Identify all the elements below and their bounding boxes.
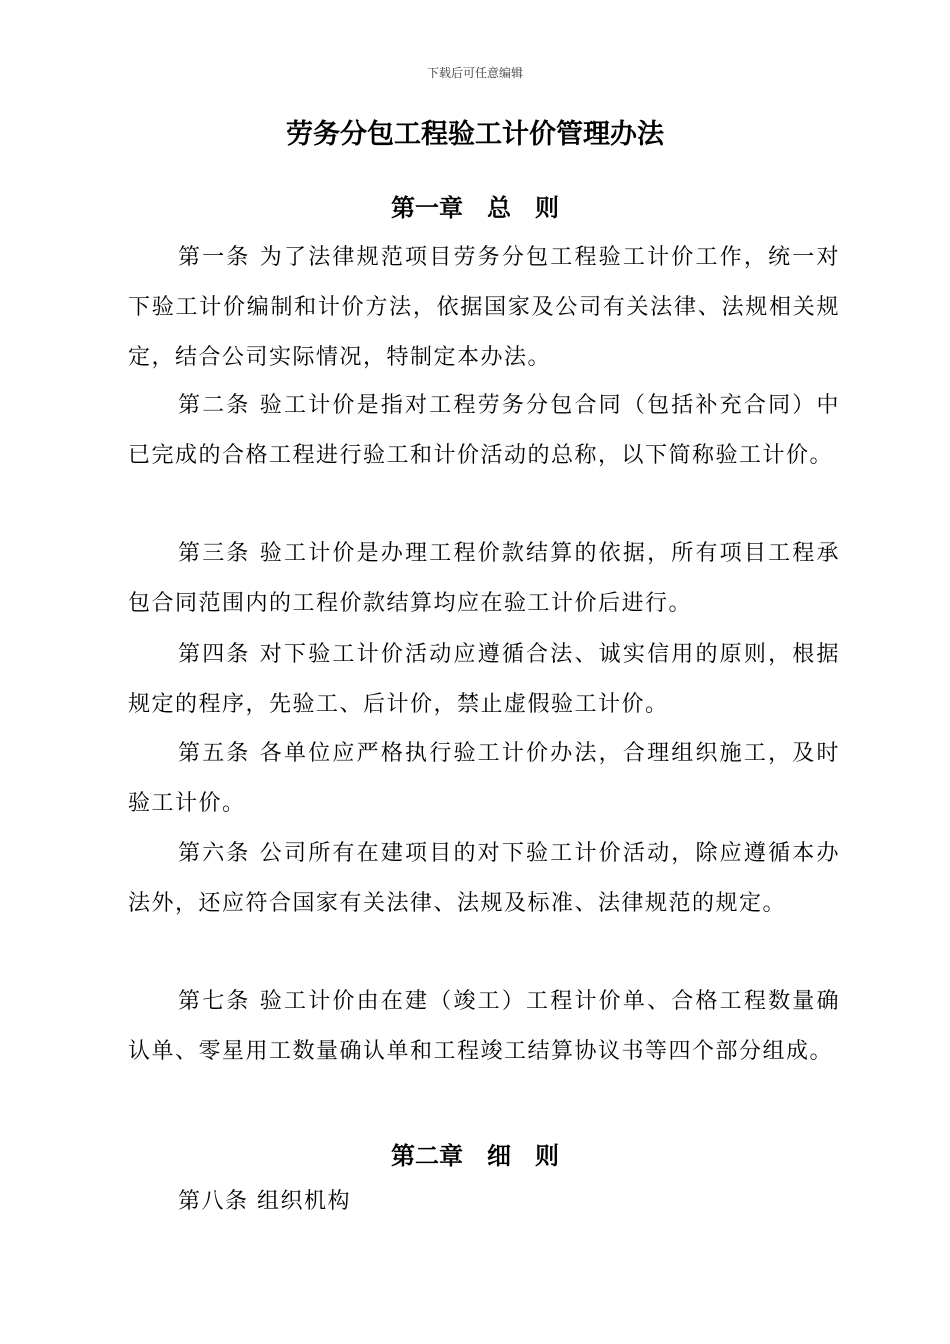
article-paragraph: 第二条 验工计价是指对工程劳务分包合同（包括补充合同）中已完成的合格工程进行验工和计价活动的总称，以下简称验工计价。 <box>128 393 840 468</box>
document-title: 劳务分包工程验工计价管理办法 <box>286 119 664 150</box>
article-paragraph: 第四条 对下验工计价活动应遵循合法、诚实信用的原则，根据规定的程序，先验工、后计价，禁止虚假验工计价。 <box>128 642 840 717</box>
header-note: 下载后可任意编辑 <box>426 66 523 80</box>
chapter-heading: 第一章 总 则 <box>391 194 559 222</box>
article-paragraph: 第五条 各单位应严格执行验工计价办法，合理组织施工，及时验工计价。 <box>128 741 840 816</box>
chapter-heading: 第二章 细 则 <box>391 1142 559 1170</box>
article-paragraph: 第六条 公司所有在建项目的对下验工计价活动，除应遵循本办法外，还应符合国家有关法律、法规及标准、法律规范的规定。 <box>128 841 840 916</box>
article-paragraph: 第一条 为了法律规范项目劳务分包工程验工计价工作，统一对下验工计价编制和计价方法，依据国家及公司有关法律、法规相关规定，结合公司实际情况，特制定本办法。 <box>128 245 840 370</box>
article-paragraph: 第三条 验工计价是办理工程价款结算的依据，所有项目工程承包合同范围内的工程价款结算均应在验工计价后进行。 <box>128 541 840 616</box>
article-paragraph: 第八条 组织机构 <box>178 1189 351 1214</box>
article-paragraph: 第七条 验工计价由在建（竣工）工程计价单、合格工程数量确认单、零星用工数量确认单和工程竣工结算协议书等四个部分组成。 <box>128 989 840 1064</box>
